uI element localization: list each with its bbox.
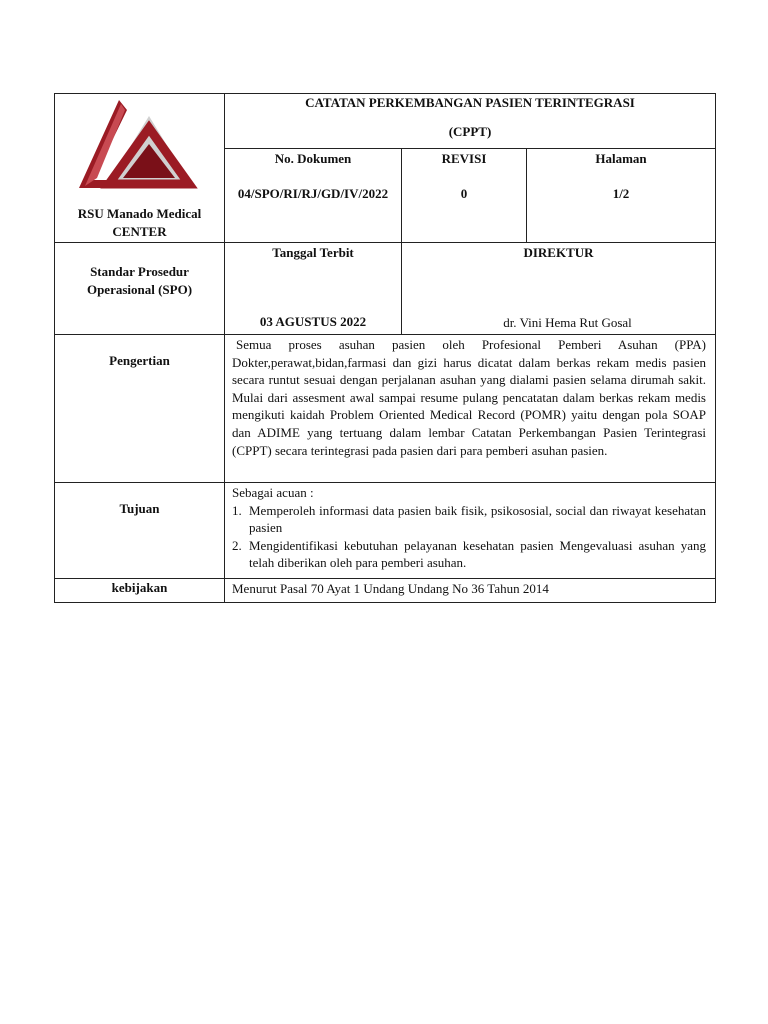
- list-item: [232, 502, 706, 537]
- issue-date-label: Tanggal Terbit: [272, 245, 354, 260]
- page-cell: [527, 149, 716, 243]
- kebijakan-content-cell: [225, 578, 716, 602]
- list-item-text: Memperoleh informasi data pasien baik fisik, psikososial, social dan riwayat kesehatan pasien: [249, 502, 706, 536]
- tujuan-label-cell: [55, 483, 225, 579]
- pengertian-label: Pengertian: [109, 353, 170, 368]
- revision-value: 0: [460, 186, 468, 202]
- director-name: dr. Vini Hema Rut Gosal: [503, 315, 632, 330]
- tujuan-body: [225, 483, 715, 578]
- document-subtitle: (CPPT): [448, 124, 492, 139]
- document-title: CATATAN PERKEMBANGAN PASIEN TERINTEGRASI: [305, 95, 635, 110]
- list-item-number: 2.: [232, 537, 242, 553]
- hospital-logo: [77, 100, 203, 200]
- kebijakan-label: kebijakan: [111, 579, 168, 595]
- pengertian-text: Semua proses asuhan pasien oleh Profesional Pemberi Asuhan (PPA) Dokter,perawat,bidan,farmasi dan gizi harus dicatat dalam berkas rekam medis pasien secara runtut sesuai dengan perjalanan asuhan yang dialami pasien selama dirumah sakit. Mulai dari assesment awal sampai resume pulang pencatatan dalam berkas rekam medis mengikuti kaidah Problem Oriented Medical Record (POMR) yaitu dengan pola SOAP dan ADIME yang tertuang dalam lembar Catatan Perkembangan Pasien Terintegrasi (CPPT) secara terintegrasi pada pasien dari para pemberi asuhan pasien.: [232, 337, 706, 458]
- director-label: DIREKTUR: [523, 245, 594, 260]
- list-item: [232, 537, 706, 572]
- kebijakan-text: Menurut Pasal 70 Ayat 1 Undang Undang No 36 Tahun 2014: [232, 580, 549, 596]
- spo-cell: [55, 243, 225, 335]
- spo-document-table: [54, 93, 716, 603]
- director-cell: [402, 243, 716, 335]
- list-item-number: 1.: [232, 502, 242, 518]
- document-title-cell: [225, 94, 716, 149]
- pengertian-content-cell: [225, 335, 716, 483]
- tujuan-list: [232, 502, 706, 572]
- doc-number-label: No. Dokumen: [274, 151, 352, 167]
- page-value: 1/2: [612, 186, 630, 202]
- doc-number-cell: [225, 149, 402, 243]
- list-item-text: Mengidentifikasi kebutuhan pelayanan kesehatan pasien Mengevaluasi asuhan yang telah diberikan oleh para pemberi asuhan.: [249, 537, 706, 571]
- page-label: Halaman: [595, 151, 647, 167]
- tujuan-label: Tujuan: [119, 501, 160, 516]
- kebijakan-label-cell: [55, 578, 225, 602]
- tujuan-intro: Sebagai acuan :: [232, 485, 314, 500]
- revision-label: REVISI: [441, 151, 487, 167]
- tujuan-content-cell: [225, 483, 716, 579]
- org-name: RSU Manado Medical CENTER: [77, 206, 202, 239]
- doc-number-value: 04/SPO/RI/RJ/GD/IV/2022: [237, 186, 389, 202]
- issue-date-cell: [225, 243, 402, 335]
- spo-label: Standar Prosedur Operasional (SPO): [86, 264, 193, 297]
- logo-cell: [55, 94, 225, 243]
- pengertian-label-cell: [55, 335, 225, 483]
- issue-date-value: 03 AGUSTUS 2022: [259, 314, 367, 329]
- revision-cell: [402, 149, 527, 243]
